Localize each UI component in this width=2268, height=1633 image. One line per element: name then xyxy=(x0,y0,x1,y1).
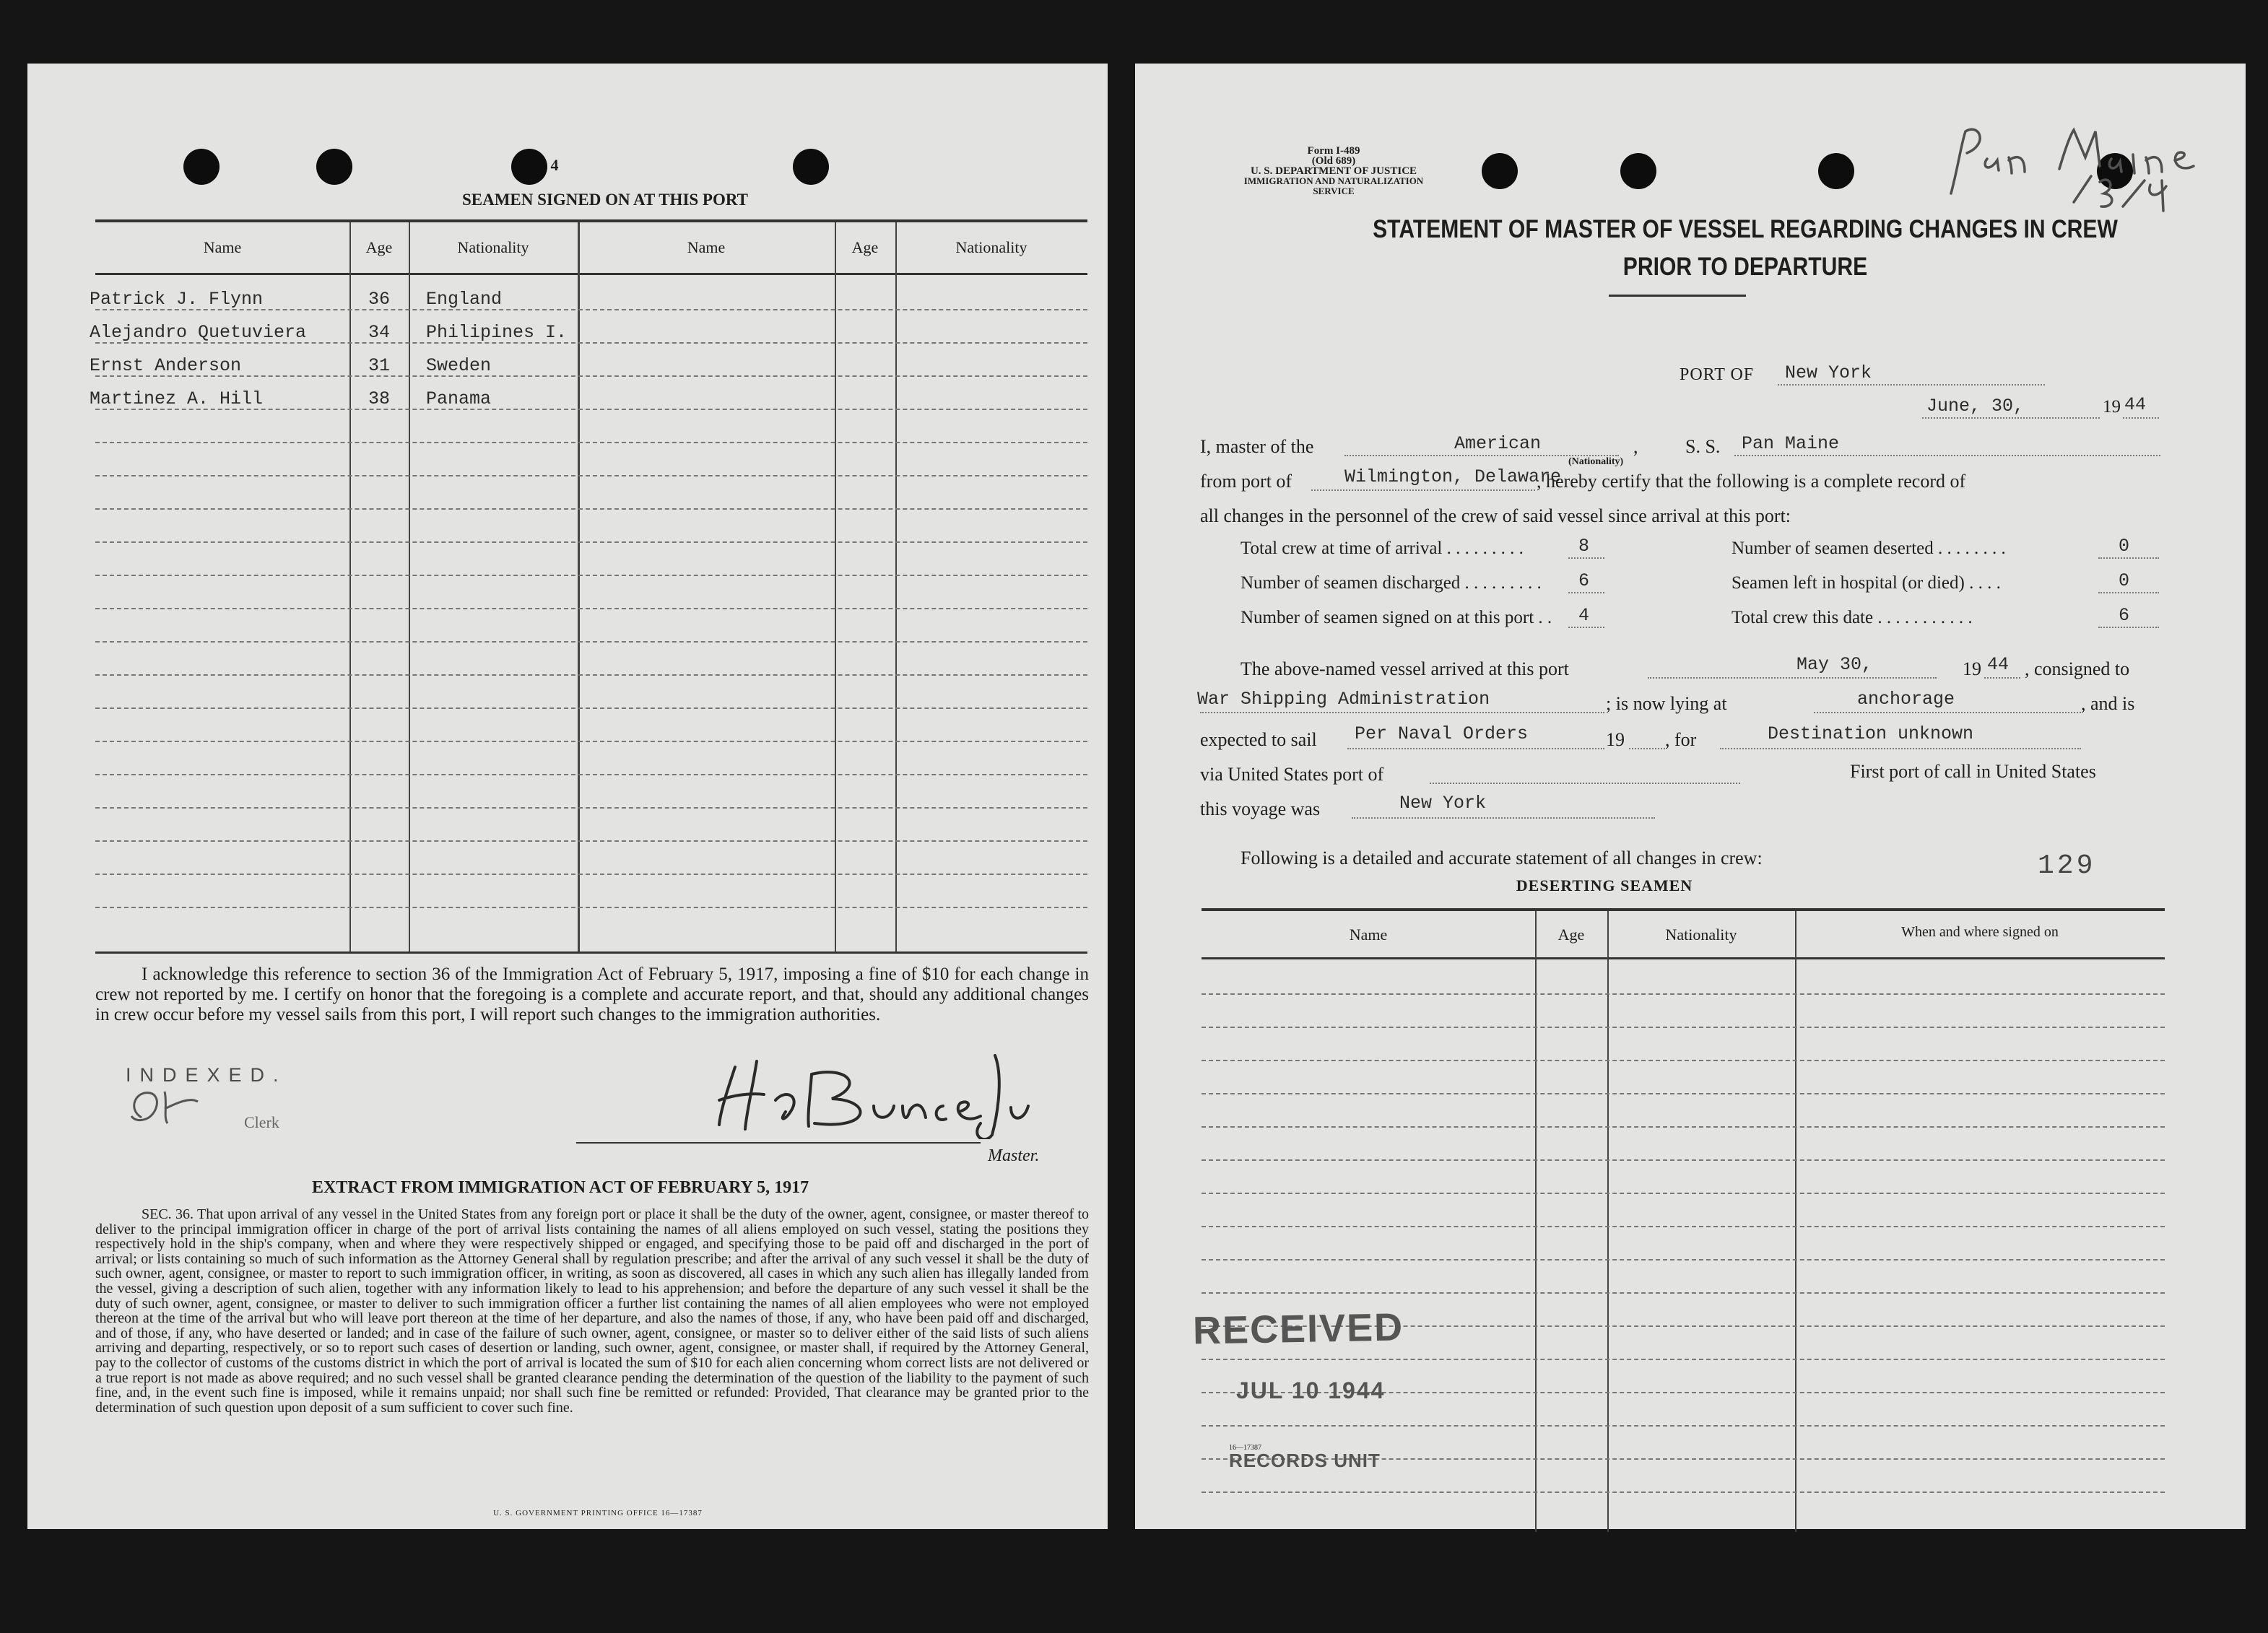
voyage-value: New York xyxy=(1399,793,1487,814)
lying-label: ; is now lying at xyxy=(1606,693,1727,714)
stat-value-deserted: 0 xyxy=(2119,536,2130,557)
deserting-header-nationality: Nationality xyxy=(1665,926,1737,944)
via-label: via United States port of xyxy=(1200,764,1384,785)
stat-value-discharged: 6 xyxy=(1578,570,1590,591)
and-is-label: , and is xyxy=(2081,693,2135,714)
deserting-header-age: Age xyxy=(1557,926,1585,944)
extract-title: EXTRACT FROM IMMIGRATION ACT OF FEBRUARY 5, 1917 xyxy=(312,1178,809,1197)
stat-label-deserted: Number of seamen deserted . . . . . . . . xyxy=(1732,539,2006,558)
master-label: Master. xyxy=(988,1146,1040,1165)
date-value: June, 30, xyxy=(1926,396,2025,417)
form-title-line-2: PRIOR TO DEPARTURE xyxy=(1622,253,1868,281)
form-title xyxy=(1332,211,2158,286)
crew-name: Alejandro Quetuviera xyxy=(90,322,307,343)
from-port-value: Wilmington, Delaware xyxy=(1344,466,1562,487)
arrived-value: May 30, xyxy=(1796,654,1873,675)
punch-hole xyxy=(1818,153,1854,189)
port-value: New York xyxy=(1785,362,1872,383)
arrived-label: The above-named vessel arrived at this port xyxy=(1241,658,1569,679)
crew-nationality: England xyxy=(426,289,503,310)
crew-age: 31 xyxy=(368,355,390,376)
stat-label-total-arrival: Total crew at time of arrival . . . . . . . . . xyxy=(1241,539,1524,558)
department: U. S. DEPARTMENT OF JUSTICE xyxy=(1250,165,1417,177)
clerk-label: Clerk xyxy=(244,1113,279,1131)
printer-line: U. S. GOVERNMENT PRINTING OFFICE 16—17387 xyxy=(493,1509,703,1517)
arrived-year-prefix: 19 xyxy=(1963,658,1981,679)
consigned-label: , consigned to xyxy=(2025,658,2130,679)
form-number: 16—17387 xyxy=(1229,1444,1261,1452)
punch-hole xyxy=(793,149,829,185)
certify-text: , hereby certify that the following is a complete record of xyxy=(1537,471,1966,492)
column-header-age: Age xyxy=(365,238,393,256)
right-page: Form I-489 (Old 689) U. S. DEPARTMENT OF JUSTICE IMMIGRATION AND NATURALIZATION SERVICE STATEMENT OF MASTER OF VESSEL REGARDING CHANGES IN CREW PRIOR TO DEPARTURE PORT OF New York June, 30, 19 44 I, master of the American , (Nationality) S. S. Pan Maine from port of Wilmington, Delaware , hereby certify that the following is a complete record of all changes in the personnel of the crew of said vessel since arrival at this port: Total crew at time of arrival . . . . . . . . . 8 Number of seamen discharged . . . . . . . . . 6 Number of seamen signed on at this port . . 4 Number of seamen deserted . . . . . . . . 0 Seamen left in hospital (or died) . . . . 0 Total crew this date . . . . . . . . . . . 6 The above-named vessel arrived at this port May 30, 19 44 , consigned to War Shipping Administration ; is now lying at anchorage , and is expected to sail Per Naval Orders 19 , for Destination unknown via United States port of First port of call in United States this voyage was New York Following is a detailed and accurate statement of all changes in crew: 129 DESERTING SEAMEN Name Age Nationality When and where signed on RECEIVED JUL 10 1944 16—17387 RECORDS UNIT xyxy=(1135,64,2246,1529)
received-stamp: RECEIVED xyxy=(1192,1305,1404,1353)
deserting-title: DESERTING SEAMEN xyxy=(1516,876,1693,894)
master-of-label: I, master of the xyxy=(1200,436,1314,457)
records-stamp: RECORDS UNIT xyxy=(1229,1450,1381,1471)
crew-name: Ernst Anderson xyxy=(90,355,242,376)
nationality-caption: (Nationality) xyxy=(1568,456,1624,467)
crew-nationality: Panama xyxy=(426,388,492,409)
form-id: Form I-489 xyxy=(1307,145,1360,157)
clerk-initials xyxy=(121,1080,251,1131)
crew-name: Martinez A. Hill xyxy=(90,388,264,409)
port-label: PORT OF xyxy=(1680,365,1755,384)
crew-name: Patrick J. Flynn xyxy=(90,289,264,310)
form-old: (Old 689) xyxy=(1311,155,1356,167)
following-text: Following is a detailed and accurate statement of all changes in crew: xyxy=(1241,848,1763,868)
vessel-value: Pan Maine xyxy=(1742,433,1840,454)
form-header xyxy=(1243,146,1424,196)
stat-value-hospital: 0 xyxy=(2119,570,2130,591)
crew-age: 34 xyxy=(368,322,390,343)
column-header-age: Age xyxy=(851,238,879,256)
deserting-header-name: Name xyxy=(1349,926,1388,944)
stat-value-total-arrival: 8 xyxy=(1578,536,1590,557)
stat-label-total-date: Total crew this date . . . . . . . . . . . xyxy=(1732,608,1973,627)
ss-label: S. S. xyxy=(1685,436,1721,457)
handwritten-number: 129 xyxy=(2038,850,2096,881)
page-number: 4 xyxy=(550,156,559,174)
stat-label-hospital: Seamen left in hospital (or died) . . . . xyxy=(1732,573,2001,593)
stat-value-total-date: 6 xyxy=(2119,605,2130,626)
crew-age: 36 xyxy=(368,289,390,310)
sail-year-prefix: 19 xyxy=(1606,729,1625,750)
for-label: , for xyxy=(1665,729,1697,750)
from-port-label: from port of xyxy=(1200,471,1292,492)
acknowledgment-text: I acknowledge this reference to section 36 of the Immigration Act of February 5, 1917, imposing a fine of $10 for each change in crew not reported by me. I certify on honor that the foregoing is a complete and accurate report, and that, should any additional changes in crew occur before my vessel sails from this port, I will report such changes to the immigration authorities. xyxy=(95,964,1089,1024)
column-header-nationality: Nationality xyxy=(457,238,529,256)
form-title-line-1: STATEMENT OF MASTER OF VESSEL REGARDING CHANGES IN CREW xyxy=(1373,215,2118,243)
column-header-name: Name xyxy=(203,238,242,256)
master-signature xyxy=(677,1045,1053,1139)
indexed-stamp: INDEXED. xyxy=(126,1064,287,1086)
left-page xyxy=(27,64,1108,1529)
all-changes-text: all changes in the personnel of the crew of said vessel since arrival at this port: xyxy=(1200,505,1791,526)
consignee-value: War Shipping Administration xyxy=(1197,689,1490,710)
year-value: 44 xyxy=(2124,394,2147,415)
crew-nationality: Sweden xyxy=(426,355,492,376)
service: IMMIGRATION AND NATURALIZATION SERVICE xyxy=(1243,175,1424,196)
punch-hole xyxy=(316,149,352,185)
crew-age: 38 xyxy=(368,388,390,409)
lying-value: anchorage xyxy=(1857,689,1955,710)
punch-hole xyxy=(183,149,220,185)
first-port-label: First port of call in United States xyxy=(1850,761,2096,782)
expected-label: expected to sail xyxy=(1200,729,1317,750)
punch-hole xyxy=(1482,153,1518,189)
received-date: JUL 10 1944 xyxy=(1236,1377,1386,1403)
section-title: SEAMEN SIGNED ON AT THIS PORT xyxy=(461,191,749,209)
handwritten-note xyxy=(1937,116,2240,217)
stat-value-signed-on: 4 xyxy=(1578,605,1590,626)
extract-text: SEC. 36. That upon arrival of any vessel in the United States from any foreign port or place it shall be the duty of the owner, agent, consignee, or master thereof to deliver to the principal immigration officer in charge of the port of arrival lists containing the names of all aliens employed on such vessel, stating the positions they respectively hold in the ship's company, when and where they were respectively shipped or engaged, and specifying those to be paid off and discharged in the port of arrival; or lists containing so much of such information as the Attorney General shall by regulation prescribe; and after the arrival of any such vessel it shall be the duty of such owner, agent, consignee, or master to report to such immigration officer, in writing, as soon as discovered, all cases in which any such alien has illegally landed from the vessel, giving a description of such alien, together with any information likely to lead to his apprehension; and before the departure of any such vessel it shall be the duty of such owner, agent, consignee, or master to deliver to such immigration officer a further list containing the names of all alien employees who were not employed thereon at the time of the arrival but who will leave port thereon at the time of her departure, and also the names of those, if any, who have been paid off and discharged, and of those, if any, who have deserted or landed; and in case of the failure of such owner, agent, consignee, or master so to deliver either of the said lists of such aliens arriving and departing, respectively, or so to report such cases of desertion or landing, such owner, agent, consignee, or master shall, if required by the Attorney General, pay to the collector of customs of the customs district in which the port of arrival is located the sum of $10 for each alien concerning whom correct lists are not delivered or a true report is not made as above required; and no such vessel shall be granted clearance pending the determination of the question of the liability to the payment of such fine, and, in the event such fine is imposed, while it remains unpaid; nor shall such fine be remitted or refunded: Provided, That clearance may be granted prior to the determination of such question upon deposit of a sum sufficient to cover such fine. xyxy=(95,1206,1089,1416)
column-header-nationality: Nationality xyxy=(955,238,1027,256)
nationality-value: American xyxy=(1454,433,1542,454)
punch-hole xyxy=(1620,153,1656,189)
column-header-name: Name xyxy=(687,238,726,256)
deserting-header-signed-on: When and where signed on xyxy=(1901,924,2059,940)
crew-nationality: Philipines I. xyxy=(426,322,568,343)
voyage-label: this voyage was xyxy=(1200,798,1321,819)
sail-value: Per Naval Orders xyxy=(1355,723,1529,744)
stat-label-signed-on: Number of seamen signed on at this port . . xyxy=(1241,608,1552,627)
year-prefix: 19 xyxy=(2103,397,2121,417)
destination-value: Destination unknown xyxy=(1768,723,1974,744)
stat-label-discharged: Number of seamen discharged . . . . . . . . . xyxy=(1241,573,1542,593)
arrived-year: 44 xyxy=(1987,654,2010,675)
